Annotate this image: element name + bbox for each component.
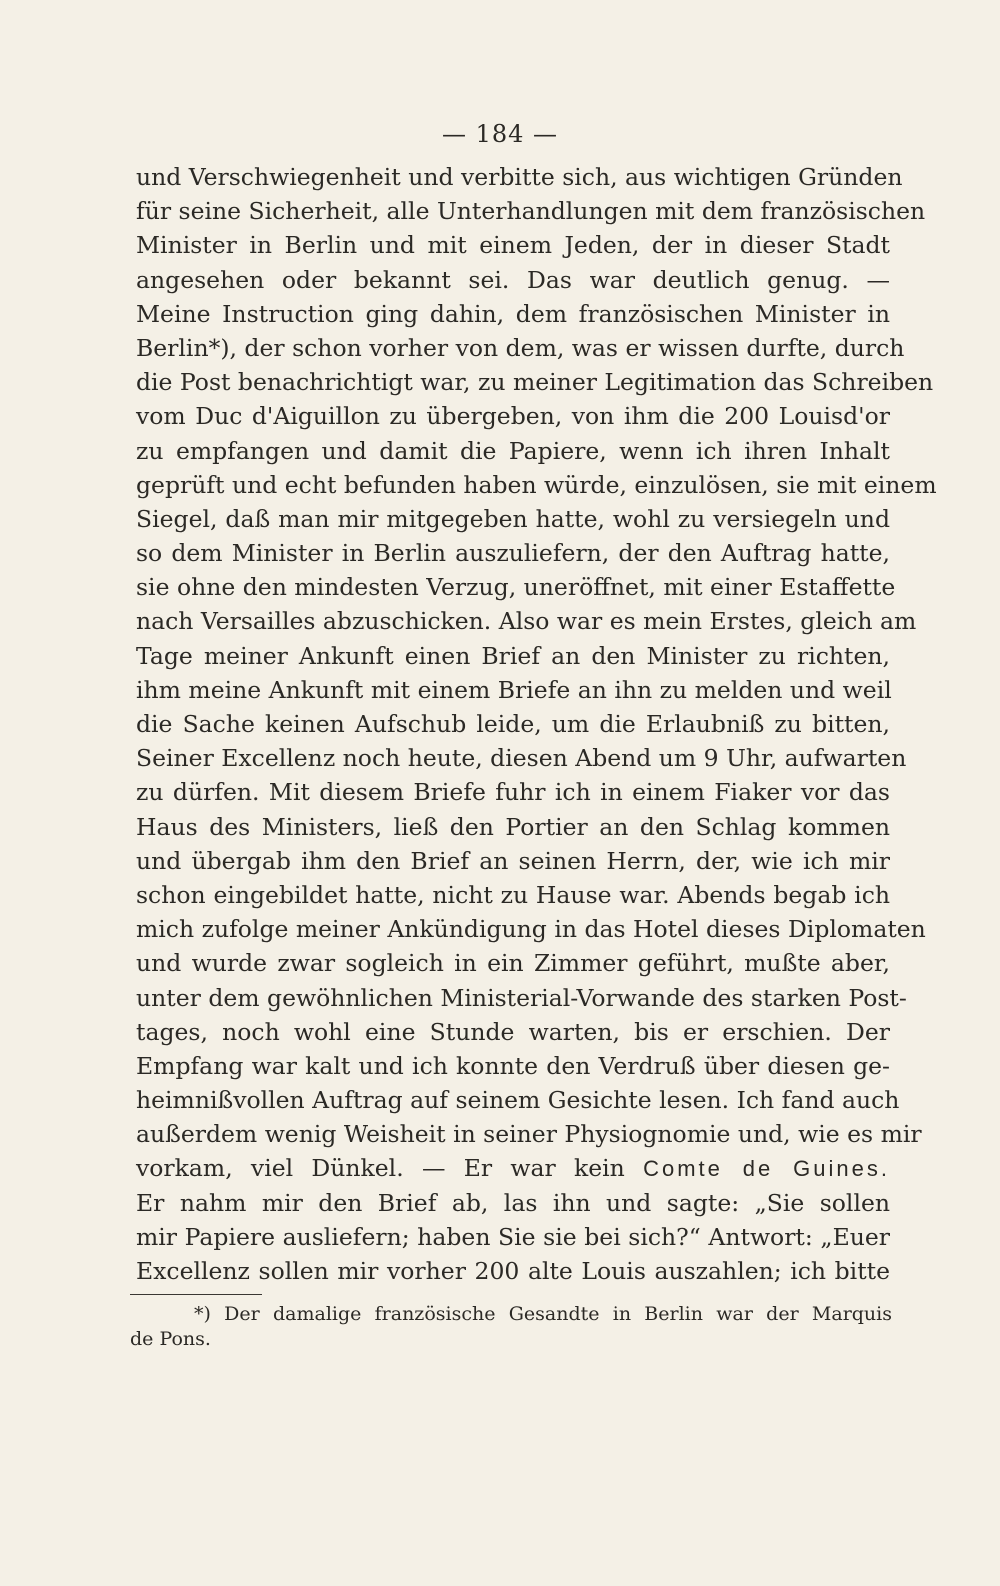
- footnote-divider: [130, 1294, 262, 1295]
- text-line: außerdem wenig Weisheit in seiner Physiognomie und, wie es mir: [136, 1120, 922, 1149]
- text-line: ihm meine Ankunft mit einem Briefe an ihn zu melden und weil: [136, 675, 892, 704]
- text-line: Minister in Berlin und mit einem Jeden, der in dieser Stadt: [136, 231, 890, 260]
- text-line: Seiner Excellenz noch heute, diesen Abend um 9 Uhr, aufwarten: [136, 744, 907, 773]
- text-line: mich zufolge meiner Ankündigung in das Hotel dieses Diplomaten: [136, 915, 926, 944]
- body-text: [136, 160, 937, 1288]
- text-line: mir Papiere ausliefern; haben Sie sie bei sich?“ Antwort: „Euer: [136, 1222, 890, 1251]
- text-line: die Post benachrichtigt war, zu meiner Legitimation das Schreiben: [136, 368, 934, 397]
- text-line: die Sache keinen Aufschub leide, um die Erlaubniß zu bitten,: [136, 710, 890, 738]
- text-line: heimnißvollen Auftrag auf seinem Gesichte lesen. Ich fand auch: [136, 1086, 900, 1115]
- text-line: Meine Instruction ging dahin, dem französischen Minister in: [136, 299, 890, 328]
- text-line: und Verschwiegenheit und verbitte sich, aus wichtigen Gründen: [136, 163, 903, 191]
- text-line: Siegel, daß man mir mitgegeben hatte, wohl zu versiegeln und: [136, 504, 890, 533]
- text-line: schon eingebildet hatte, nicht zu Hause war. Abends begab ich: [136, 880, 890, 909]
- text-line: und wurde zwar sogleich in ein Zimmer geführt, mußte aber,: [136, 949, 890, 978]
- text-line: unter dem gewöhnlichen Ministerial-Vorwande des starken Post-: [136, 983, 907, 1012]
- text-line: Excellenz sollen mir vorher 200 alte Louis auszahlen; ich bitte: [136, 1257, 890, 1285]
- spaced-name: Comte de Guines.: [643, 1156, 890, 1182]
- text-line: nach Versailles abzuschicken. Also war es mein Erstes, gleich am: [136, 607, 917, 636]
- text-line: so dem Minister in Berlin auszuliefern, der den Auftrag hatte,: [136, 539, 890, 568]
- text-line: angesehen oder bekannt sei. Das war deutlich genug. —: [136, 265, 890, 294]
- text-line: sie ohne den mindesten Verzug, uneröffnet, mit einer Estaffette: [136, 573, 896, 602]
- text-line: Haus des Ministers, ließ den Portier an den Schlag kommen: [136, 812, 890, 841]
- text-line: Empfang war kalt und ich konnte den Verdruß über diesen ge-: [136, 1051, 890, 1080]
- footnote-line: *) Der damalige französische Gesandte in Berlin war der Marquis: [194, 1303, 892, 1325]
- text-line: Tage meiner Ankunft einen Brief an den Minister zu richten,: [136, 641, 890, 670]
- text-line: für seine Sicherheit, alle Unterhandlungen mit dem französischen: [136, 197, 926, 226]
- text-line: [136, 1151, 890, 1185]
- text-line: zu empfangen und damit die Papiere, wenn ich ihren Inhalt: [136, 436, 890, 465]
- page-number: — 184 —: [441, 120, 559, 148]
- text-line: zu dürfen. Mit diesem Briefe fuhr ich in einem Fiaker vor das: [136, 778, 890, 807]
- text-line-start: vorkam, viel Dünkel. — Er war kein: [136, 1154, 644, 1183]
- text-line: tages, noch wohl eine Stunde warten, bis er erschien. Der: [136, 1017, 890, 1046]
- text-line: Er nahm mir den Brief ab, las ihn und sagte: „Sie sollen: [136, 1188, 890, 1217]
- footnote-line: de Pons.: [130, 1328, 211, 1350]
- text-line: Berlin*), der schon vorher von dem, was er wissen durfte, durch: [136, 333, 905, 362]
- footnote: [130, 1302, 892, 1352]
- text-line: geprüft und echt befunden haben würde, einzulösen, sie mit einem: [136, 470, 937, 499]
- text-line: und übergab ihm den Brief an seinen Herrn, der, wie ich mir: [136, 846, 890, 875]
- text-line: vom Duc d'Aiguillon zu übergeben, von ihm die 200 Louisd'or: [136, 402, 890, 431]
